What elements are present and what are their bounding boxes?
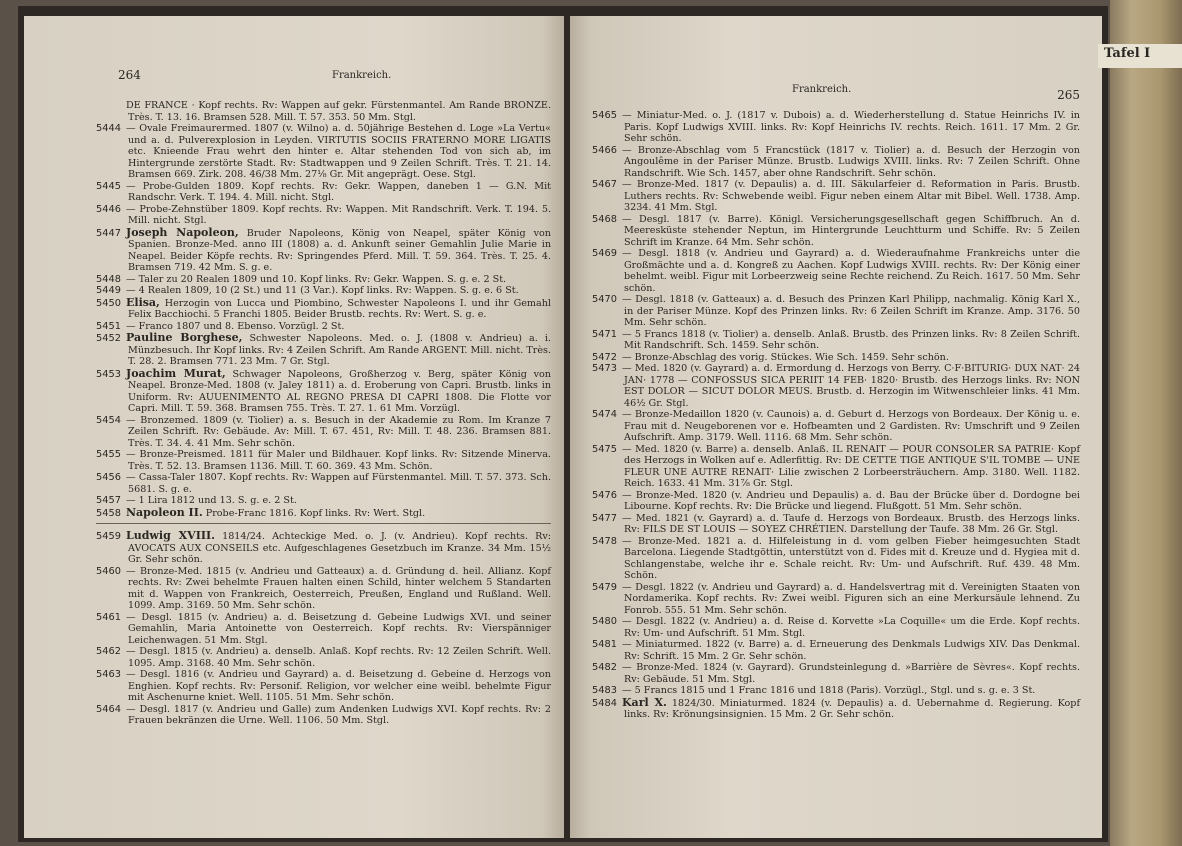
entry-number: 5483 [592,685,617,696]
entry-text: 1814/24. Achteckige Med. o. J. (v. Andrieu). Kopf rechts. Rv: AVOCATS AUX CONSEILS etc. Aufgeschlagenes Gesetzbuch im Kranze. 34 Mm. 15½ Gr. Sehr schön. [128,531,551,565]
catalog-entry [592,363,1080,409]
entry-number: 5451 [96,320,121,332]
catalog-entry [96,123,551,181]
catalog-entry [592,444,1080,490]
entry-text: — Taler zu 20 Realen 1809 und 10. Kopf links. Rv: Gekr. Wappen. S. g. e. 2 St. [126,273,507,285]
entry-text: 1824/30. Miniaturmed. 1824 (v. Depaulis) a. d. Uebernahme d. Regierung. Kopf links. Rv: Krönungsinsignien. 15 Mm. 2 Gr. Sehr schön. [624,697,1080,720]
catalog-entry [96,449,551,472]
entry-text: — Bronze-Med. 1824 (v. Gayrard). Grundsteinlegung d. »Barrière de Sèvres«. Kopf rechts. Rv: Gebäude. 51 Mm. Stgl. [622,662,1080,685]
entry-number: 5459 [96,531,121,542]
catalog-entry [96,274,551,286]
entry-ruler-name: Elisa, [126,295,160,309]
right-page [570,16,1102,838]
entry-text: — Franco 1807 und 8. Ebenso. Vorzügl. 2 St. [126,320,345,332]
entry-list [96,100,551,727]
entry-text: — Desgl. 1816 (v. Andrieu und Gayrard) a. d. Beisetzung d. Gebeine d. Herzogs von Enghien. Kopf rechts. Rv: Personif. Religion, vor welcher eine weibl. behelmte Figur mit Aschenurne kniet. Well. 1105. 51 Mm. Sehr schön. [126,669,551,703]
entry-ruler-name: Joachim Murat, [126,366,226,380]
catalog-entry [592,697,1080,721]
entry-text: — 1 Lira 1812 und 13. S. g. e. 2 St. [126,495,297,506]
entry-number: 5470 [592,294,617,305]
entry-number: 5467 [592,179,617,190]
catalog-entry [592,513,1080,536]
entry-number: 5465 [592,110,617,121]
catalog-entry [592,490,1080,513]
catalog-entry [96,646,551,669]
entry-number: 5453 [96,368,121,380]
catalog-entry [96,612,551,647]
entry-text: — Bronze-Med. 1817 (v. Depaulis) a. d. III. Säkularfeier d. Reformation in Paris. Brustb. Luthers rechts. Rv: Schwebende weibl. Figur neben einem Altar mit Bibel. Well. 1738. Amp. 3234. 41 Mm. Stgl. [622,179,1080,213]
entry-number: 5462 [96,646,121,657]
catalog-entry [592,179,1080,214]
entry-text: — 5 Francs 1818 (v. Tiolier) a. denselb. Anlaß. Brustb. des Prinzen links. Rv: 8 Zeilen Schrift. Mit Randschrift. Sch. 1459. Sehr schön. [622,328,1080,351]
catalog-entry [96,530,551,566]
entry-text: DE FRANCE · Kopf rechts. Rv: Wappen auf gekr. Fürstenmantel. Am Rande BRONZE. Très. T. 13. 16. Bramsen 528. Mill. T. 57. 353. 50 Mm. Stgl. [126,100,551,123]
entry-text: — Desgl. 1815 (v. Andrieu) a. denselb. Anlaß. Kopf rechts. Rv: 12 Zeilen Schrift. Well. 1095. Amp. 3168. 40 Mm. Sehr schön. [126,646,551,669]
entry-ruler-name: Pauline Borghese, [126,331,243,344]
entry-number: 5464 [96,703,121,715]
entry-text: — Med. 1821 (v. Gayrard) a. d. Taufe d. Herzogs von Bordeaux. Brustb. des Herzogs links. Rv: FILS DE ST LOUIS — SOYEZ CHRÉTIEN. Darstellung der Taufe. 38 Mm. 26 Gr. Stgl. [622,512,1080,535]
entry-text: Bruder Napoleons, König von Neapel, später König von Spanien. Bronze-Med. anno III (1808) a. d. Ankunft seiner Gemahlin Julie Marie in Neapel. Beider Köpfe rechts. Rv: Springendes Pferd. Mill. T. 59. 364. Très. T. 25. 4. Bramsen 719. 42 Mm. S. g. e. [128,227,551,273]
entry-ruler-name: Napoleon II. [126,505,203,519]
catalog-entry [592,329,1080,352]
catalog-entry [96,669,551,704]
catalog-entry [96,332,551,368]
catalog-entry [592,582,1080,617]
entry-number: 5472 [592,351,617,363]
entry-number: 5469 [592,248,617,259]
section-divider [96,523,551,524]
catalog-entry [592,352,1080,364]
side-tab-label: Tafel I [1098,44,1182,68]
entry-text: — 4 Realen 1809, 10 (2 St.) und 11 (3 Var.). Kopf links. Rv: Wappen. S. g. e. 6 St. [126,285,519,296]
running-head: Frankreich. [792,84,852,95]
entry-number: 5456 [96,472,121,483]
entry-number: 5454 [96,414,121,426]
catalog-entry [96,204,551,227]
entry-text: Herzogin von Lucca und Piombino, Schwester Napoleons I. und ihr Gemahl Felix Bacchiochi. 5 Franchi 1805. Beider Brustb. rechts. Rv: Wert. S. g. e. [128,297,551,320]
catalog-entry [96,285,551,297]
entry-text: — Bronze-Med. 1821 a. d. Hilfeleistung in d. vom gelben Fieber heimgesuchten Stadt Barcelona. Liegende Stadtgöttin, unterstützt von d. Fides mit d. Kreuze und d. Hygiea mit d. Schlangenstabe, welche ihr e. Schale reicht. Rv: Um- und Aufschrift. Ruf. 439. 48 Mm. Schön. [622,535,1080,581]
entry-text: — Probe-Gulden 1809. Kopf rechts. Rv: Gekr. Wappen, daneben 1 — G.N. Mit Randschr. Verk. T. 194. 4. Mill. nicht. Stgl. [126,180,551,203]
entry-text: — Desgl. 1817 (v. Andrieu und Galle) zum Andenken Ludwigs XVI. Kopf rechts. Rv: 2 Frauen bekränzen die Urne. Well. 1106. 50 Mm. Stgl. [126,703,551,726]
entry-number: 5463 [96,669,121,680]
running-head: Frankreich. [332,70,392,81]
entry-text: — Bronze-Preismed. 1811 für Maler und Bildhauer. Kopf links. Rv: Sitzende Minerva. Très. T. 52. 13. Bramsen 1136. Mill. T. 60. 369. 43 Mm. Schön. [126,449,551,472]
catalog-entry [592,409,1080,444]
entry-text: — Bronze-Med. 1820 (v. Andrieu und Depaulis) a. d. Bau der Brücke über d. Dordogne bei Libourne. Kopf rechts. Rv: Die Brücke und liegend. Flußgott. 51 Mm. Sehr schön. [622,489,1080,512]
entry-number: 5447 [96,227,121,239]
entry-number: 5444 [96,123,121,134]
catalog-entry [96,368,551,415]
page-number: 264 [118,68,141,82]
entry-number: 5450 [96,297,121,309]
catalog-entry [96,181,551,204]
entry-number: 5477 [592,512,617,524]
catalog-entry [96,415,551,450]
entry-ruler-name: Joseph Napoleon, [126,225,239,239]
catalog-entry [592,294,1080,329]
adjacent-page-edge [1110,0,1182,846]
catalog-entry [96,566,551,612]
entry-text: Schwester Napoleons. Med. o. J. (1808 v. Andrieu) a. i. Münzbesuch. Ihr Kopf links. Rv: 4 Zeilen Schrift. Am Rande ARGENT. Mill. nicht. Très. T. 28. 2. Bramsen 771. 23 Mm. 7 Gr. Stgl. [128,333,551,367]
entry-number: 5455 [96,449,121,460]
entry-text: — Desgl. 1822 (v. Andrieu) a. d. Reise d. Korvette »La Coquille« um die Erde. Kopf rechts. Rv: Um- und Aufschrift. 51 Mm. Stgl. [622,616,1080,639]
entry-number: 5460 [96,565,121,577]
entry-number: 5452 [96,333,121,344]
catalog-entry [592,639,1080,662]
entry-number: 5468 [592,213,617,225]
entry-number: 5474 [592,409,617,420]
entry-number: 5480 [592,616,617,627]
entry-number: 5458 [96,507,121,519]
entry-text: — Bronze-Medaillon 1820 (v. Caunois) a. d. Geburt d. Herzogs von Bordeaux. Der König u. e. Frau mit d. Neugeborenen vor e. Hofbeamten und 2 Gardisten. Rv: Umschrift und 9 Zeilen Aufschrift. Amp. 3179. Well. 1116. 68 Mm. Sehr schön. [622,409,1080,443]
entry-number: 5479 [592,581,617,593]
entry-text: Schwager Napoleons, Großherzog v. Berg, später König von Neapel. Bronze-Med. 1808 (v. Jaley 1811) a. d. Eroberung von Capri. Brustb. links in Uniform. Rv: AUUENIMENTO AL REGNO PRESA DI CAPRI 1808. Die Flotte vor Capri. Mill. T. 59. 368. Bramsen 755. Très. T. 27. 1. 61 Mm. Vorzügl. [128,368,551,414]
entry-text: — Bronze-Abschlag vom 5 Francstück (1817 v. Tiolier) a. d. Besuch der Herzogin von Angoulême in der Pariser Münze. Brustb. Ludwigs XVIII. links. Rv: 7 Zeilen Schrift. Ohne Randschrift. Wie Sch. 1457, aber ohne Randschrift. Sehr schön. [622,144,1080,179]
catalog-entry [592,616,1080,639]
catalog-entry [592,145,1080,180]
left-page [24,16,564,838]
entry-number: 5473 [592,363,617,374]
book-spread [18,6,1108,842]
catalog-entry [592,214,1080,249]
entry-text: — Bronze-Abschlag des vorig. Stückes. Wie Sch. 1459. Sehr schön. [622,351,949,363]
catalog-entry [96,297,551,321]
entry-number: 5449 [96,285,121,296]
entry-number: 5481 [592,639,617,650]
entry-number: 5446 [96,203,121,215]
entry-text: — Desgl. 1822 (v. Andrieu und Gayrard) a. d. Handelsvertrag mit d. Vereinigten Staaten von Nordamerika. Kopf rechts. Rv: Zwei weibl. Figuren sich an eine Merkursäule lehnend. Zu Fonrob. 555. 51 Mm. Sehr schön. [622,581,1080,616]
entry-ruler-name: Ludwig XVIII. [126,529,215,542]
entry-text: — Cassa-Taler 1807. Kopf rechts. Rv: Wappen auf Fürstenmantel. Mill. T. 57. 373. Sch. 5681. S. g. e. [126,472,551,495]
catalog-entry [96,507,551,520]
entry-number: 5448 [96,273,121,285]
entry-number: 5461 [96,611,121,623]
entry-text: — Miniatur-Med. o. J. (1817 v. Dubois) a. d. Wiederherstellung d. Statue Heinrichs IV. in Paris. Kopf Ludwigs XVIII. links. Rv: Kopf Heinrichs IV. rechts. Reich. 1611. 17 Mm. 2 Gr. Sehr schön. [622,110,1080,144]
entry-text: — Miniaturmed. 1822 (v. Barre) a. d. Erneuerung des Denkmals Ludwigs XIV. Das Denkmal. Rv: Schrift. 15 Mm. 2 Gr. Sehr schön. [622,639,1080,662]
catalog-entry [96,472,551,495]
catalog-entry [592,248,1080,294]
page-number: 265 [1057,88,1080,102]
catalog-entry [96,704,551,727]
entry-text: — Ovale Freimaurermed. 1807 (v. Wilno) a. d. 50jährige Bestehen d. Loge »La Vertu« und a. d. Pulverexplosion in Leyden. VIRTUTIS SOCIIS FRATERNO MORE LIGATIS etc. Knieende Frau wehrt den hinter e. Altar stehenden Tod von sich ab, im Hintergrunde zerstörte Stadt. Rv: Stadtwappen und 9 Zeilen Schrift. Très. T. 21. 14. Bramsen 669. Zirk. 208. 46/38 Mm. 27⅛ Gr. Mit angeprägt. Oese. Stgl. [126,123,551,180]
entry-text: Probe-Franc 1816. Kopf links. Rv: Wert. Stgl. [202,507,426,519]
entry-text: — Probe-Zehnstüber 1809. Kopf rechts. Rv: Wappen. Mit Randschrift. Verk. T. 194. 5. Mill. nicht. Stgl. [126,203,551,226]
catalog-entry [592,662,1080,685]
entry-ruler-name: Karl X. [622,695,667,709]
entry-number: 5471 [592,328,617,340]
catalog-entry [96,227,551,274]
entry-text: — Desgl. 1818 (v. Gatteaux) a. d. Besuch des Prinzen Karl Philipp, nachmalig. König Karl X., in der Pariser Münze. Kopf des Prinzen links. Rv: 6 Zeilen Schrift im Kranze. Amp. 3176. 50 Mm. Sehr schön. [622,294,1080,328]
entry-number: 5466 [592,144,617,156]
entry-text: — Med. 1820 (v. Barre) a. denselb. Anlaß. IL RENAIT — POUR CONSOLER SA PATRIE· Kopf des Herzogs in Wolken auf e. Adlerfittig. Rv: DE CETTE TIGE ANTIQUE S'IL TOMBE — UNE FLEUR UNE AUTRE RENAIT· Lilie zwischen 2 Lorbeersträuchern. Amp. 3180. Well. 1182. Reich. 1633. 41 Mm. 31⅞ Gr. Stgl. [622,443,1080,489]
entry-number: 5476 [592,489,617,501]
entry-number: 5445 [96,180,121,192]
entry-list [592,110,1080,721]
entry-text: — Desgl. 1817 (v. Barre). Königl. Versicherungsgesellschaft gegen Schiffbruch. An d. Meeresküste stehender Neptun, im Hintergrunde Leuchtturm und Schiffe. Rv: 5 Zeilen Schrift im Kranze. 64 Mm. Sehr schön. [622,213,1080,248]
entry-text: — Desgl. 1815 (v. Andrieu) a. d. Beisetzung d. Gebeine Ludwigs XVI. und seiner Gemahlin, Maria Antoinette von Oesterreich. Kopf rechts. Rv: Vierspänniger Leichenwagen. 51 Mm. Stgl. [126,611,551,646]
entry-text: — Bronze-Med. 1815 (v. Andrieu und Gatteaux) a. d. Gründung d. heil. Allianz. Kopf rechts. Rv: Zwei behelmte Frauen halten einen Schild, hinter welchem 5 Standarten mit d. Wappen von Frankreich, Oesterreich, Preußen, England und Rußland. Well. 1099. Amp. 3169. 50 Mm. Sehr schön. [126,565,551,611]
entry-text: — 5 Francs 1815 und 1 Franc 1816 und 1818 (Paris). Vorzügl., Stgl. und s. g. e. 3 St. [622,685,1036,696]
entry-text: — Med. 1820 (v. Gayrard) a. d. Ermordung d. Herzogs von Berry. C·F·BITURIG· DUX NAT· 24 JAN· 1778 — CONFOSSUS SICA PERIIT 14 FEB· 1820· Brustb. des Herzogs links. Rv: NON EST DOLOR — SICUT DOLOR MEUS. Brustb. d. Herzogin im Witwenschleier links. 41 Mm. 46½ Gr. Stgl. [622,363,1080,409]
entry-number: 5457 [96,495,121,506]
entry-number: 5478 [592,535,617,547]
entry-text: — Bronzemed. 1809 (v. Tiolier) a. s. Besuch in der Akademie zu Rom. Im Kranze 7 Zeilen Schrift. Rv: Gebäude. Av: Mill. T. 67. 451, Rv: Mill. T. 48. 236. Bramsen 881. Très. T. 34. 4. 41 Mm. Sehr schön. [126,414,551,449]
catalog-entry [96,100,551,123]
entry-text: — Desgl. 1818 (v. Andrieu und Gayrard) a. d. Wiederaufnahme Frankreichs unter die Großmächte und a. d. Kongreß zu Aachen. Kopf Ludwigs XVIII. rechts. Rv: Der König einer behelmt. weibl. Figur mit Lorbeerzweig seine Rechte reichend. Zu Reich. 1617. 50 Mm. Sehr schön. [622,248,1080,294]
catalog-entry [592,110,1080,145]
entry-number: 5475 [592,443,617,455]
entry-number: 5484 [592,697,617,709]
entry-number: 5482 [592,662,617,673]
catalog-entry [592,536,1080,582]
